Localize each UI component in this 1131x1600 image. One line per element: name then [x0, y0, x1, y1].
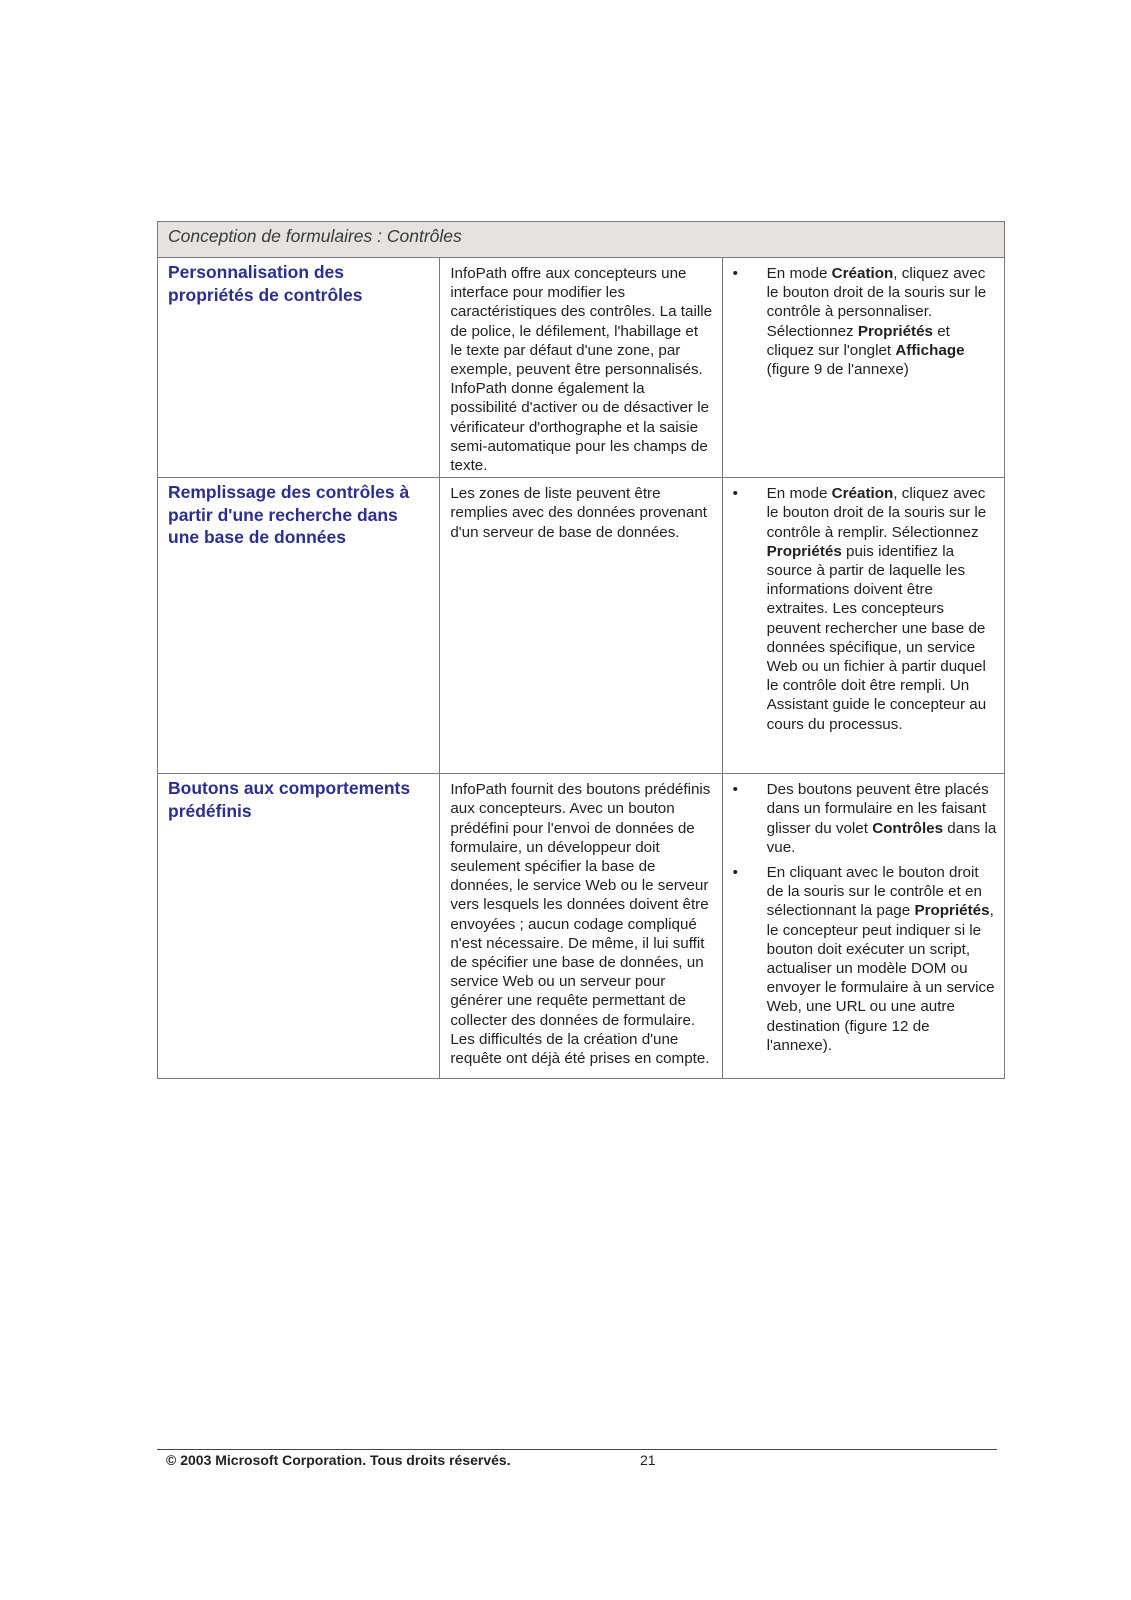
feature-steps-cell [722, 774, 1004, 1079]
feature-title: Boutons aux comportements prédéfinis [168, 778, 411, 821]
feature-steps-cell [722, 258, 1004, 478]
step-text: , le concepteur peut indiquer si le bouton doit exécuter un script, actualiser un modèle DOM ou envoyer le formulaire à un service Web, une URL ou une autre destination (figure 12 de l'annexe). [766, 902, 995, 1054]
feature-description-cell [440, 478, 722, 774]
step-emphasis: Propriétés [857, 322, 933, 340]
footer-copyright: © 2003 Microsoft Corporation. Tous droits réservés. [166, 1452, 511, 1468]
feature-description: InfoPath offre aux concepteurs une interface pour modifier les caractéristiques des contrôles. La taille de police, le défilement, l'habillage et le texte par défaut d'une zone, par exemple, peuvent être personnalisés. InfoPath donne également la possibilité d'activer ou de désactiver le vérificateur d'orthographe et la saisie semi-automatique pour les champs de texte. [450, 265, 713, 475]
feature-title: Personnalisation des propriétés de contrôles [168, 262, 363, 305]
step-text: En cliquant avec le bouton droit de la souris sur le contrôle et en sélectionnant la page [766, 864, 982, 920]
step-text: En mode [766, 265, 832, 282]
step-emphasis: Contrôles [872, 819, 944, 837]
steps-list [729, 484, 998, 734]
step-item [729, 484, 998, 734]
step-text: puis identifiez la source à partir de laquelle les informations doivent être extraites. Les concepteurs peuvent rechercher une base de données spécifique, un service Web ou un fichier à partir duquel le contrôle doit être rempli. Un Assistant guide le concepteur au cours du processus. [766, 542, 987, 733]
table-header: Conception de formulaires : Contrôles [158, 222, 1005, 258]
feature-title-cell [158, 774, 440, 1079]
step-emphasis: Propriétés [914, 902, 990, 920]
step-text: et cliquez sur l'onglet [766, 322, 950, 359]
table-row [158, 478, 1005, 774]
step-item [729, 264, 998, 379]
feature-description-cell [440, 774, 722, 1079]
step-text: En mode [766, 485, 832, 503]
steps-list [729, 264, 998, 379]
step-emphasis: Propriétés [766, 542, 842, 560]
table-row [158, 258, 1005, 478]
step-item [729, 863, 998, 1055]
step-text: dans la vue. [766, 819, 997, 856]
step-text: , cliquez avec le bouton droit de la souris sur le contrôle à remplir. Sélectionnez [766, 485, 987, 541]
feature-description: Les zones de liste peuvent être remplies avec des données provenant d'un serveur de base de données. [450, 485, 707, 541]
page-number: 21 [640, 1452, 656, 1468]
feature-table [157, 221, 1005, 1079]
feature-title: Remplissage des contrôles à partir d'une recherche dans une base de données [168, 482, 410, 548]
step-emphasis: Création [831, 265, 894, 282]
feature-title-cell [158, 478, 440, 774]
feature-description-cell [440, 258, 722, 478]
feature-steps-cell [722, 478, 1004, 774]
step-emphasis: Création [831, 485, 894, 503]
footer-divider [157, 1449, 997, 1450]
step-item [729, 780, 998, 857]
step-text: Des boutons peuvent être placés dans un formulaire en les faisant glisser du volet [766, 781, 989, 837]
feature-title-cell [158, 258, 440, 478]
steps-list [729, 780, 998, 1055]
table-header-row [158, 222, 1005, 258]
step-emphasis: Affichage [895, 341, 965, 359]
table-row [158, 774, 1005, 1079]
feature-description: InfoPath fournit des boutons prédéfinis aux concepteurs. Avec un bouton prédéfini pour l'envoi de données de formulaire, un développeur doit seulement spécifier la base de données, le service Web ou le serveur vers lesquels les données doivent être envoyées ; aucun codage compliqué n'est nécessaire. De même, il lui suffit de spécifier une base de données, un service Web ou un serveur pour générer une requête permettant de collecter des données de formulaire. Les difficultés de la création d'une requête ont déjà été prises en compte. [450, 781, 711, 1068]
step-text: (figure 9 de l'annexe) [766, 361, 909, 379]
step-text: , cliquez avec le bouton droit de la souris sur le contrôle à personnaliser. Sélectionnez [766, 265, 987, 340]
